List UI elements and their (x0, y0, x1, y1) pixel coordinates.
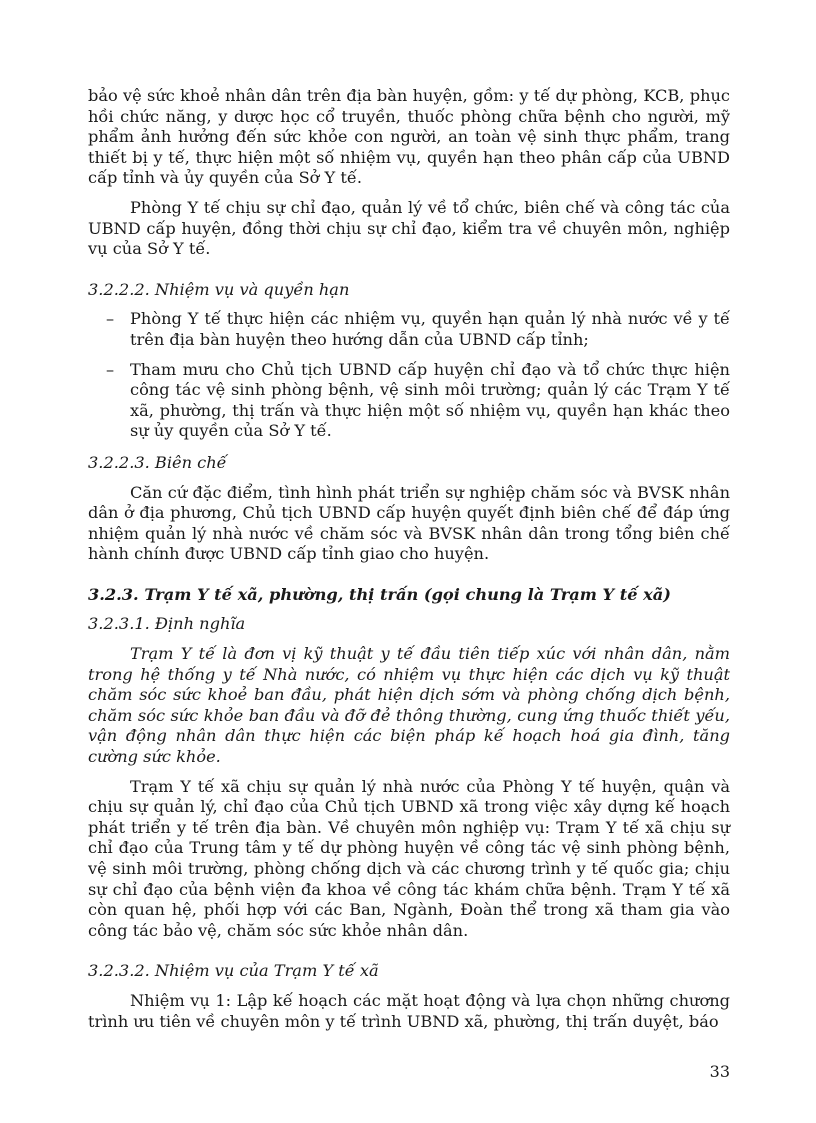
list-item-text: Tham mưu cho Chủ tịch UBND cấp huyện chỉ đạo và tổ chức thực hiện công tác vệ sinh phòng bệnh, vệ sinh môi trường; quản lý các Trạm Y tế xã, phường, thị trấn và thực hiện một số nhiệm vụ, quyền hạn khác theo sự ủy quyền của Sở Y tế. (130, 359, 730, 441)
dash-marker: – (106, 359, 115, 379)
list-item-text: Phòng Y tế thực hiện các nhiệm vụ, quyền hạn quản lý nhà nước về y tế trên địa bàn huyện theo hướng dẫn của UBND cấp tỉnh; (130, 309, 730, 349)
heading-3222: 3.2.2.2. Nhiệm vụ và quyền hạn (88, 279, 350, 299)
heading-3232: 3.2.3.2. Nhiệm vụ của Trạm Y tế xã (88, 961, 379, 981)
paragraph-bien-che: Căn cứ đặc điểm, tình hình phát triển sự nghiệp chăm sóc và BVSK nhân dân ở địa phương, Chủ tịch UBND cấp huyện quyết định biên chế để đáp ứng nhiệm quản lý nhà nước về chăm sóc và BVSK nhân dân trong tổng biên chế hành chính được UBND cấp tỉnh giao cho huyện. (88, 482, 730, 564)
list-item (88, 309, 730, 350)
paragraph-phong-y-te: Phòng Y tế chịu sự chỉ đạo, quản lý về tổ chức, biên chế và công tác của UBND cấp huyện, đồng thời chịu sự chỉ đạo, kiểm tra về chuyên môn, nghiệp vụ của Sở Y tế. (88, 197, 730, 259)
paragraph-definition: Trạm Y tế là đơn vị kỹ thuật y tế đầu tiên tiếp xúc với nhân dân, nằm trong hệ thống y tế Nhà nước, có nhiệm vụ thực hiện các dịch vụ kỹ thuật chăm sóc sức khoẻ ban đầu, phát hiện dịch sớm và phòng chống dịch bệnh, chăm sóc sức khỏe ban đầu và đỡ đẻ thông thường, cung ứng thuốc thiết yếu, vận động nhân dân thực hiện các biện pháp kế hoạch hoá gia đình, tăng cường sức khỏe. (88, 644, 730, 767)
paragraph-tram-y-te: Trạm Y tế xã chịu sự quản lý nhà nước của Phòng Y tế huyện, quận và chịu sự quản lý, chỉ đạo của Chủ tịch UBND xã trong việc xây dựng kế hoạch phát triển y tế trên địa bàn. Về chuyên môn nghiệp vụ: Trạm Y tế xã chịu sự chỉ đạo của Trung tâm y tế dự phòng huyện về công tác vệ sinh phòng bệnh, vệ sinh môi trường, phòng chống dịch và các chương trình y tế quốc gia; chịu sự chỉ đạo của bệnh viện đa khoa về công tác khám chữa bệnh. Trạm Y tế xã còn quan hệ, phối hợp với các Ban, Ngành, Đoàn thể trong xã tham gia vào công tác bảo vệ, chăm sóc sức khỏe nhân dân. (88, 776, 730, 940)
heading-323: 3.2.3. Trạm Y tế xã, phường, thị trấn (gọi chung là Trạm Y tế xã) (88, 584, 671, 604)
document-page (88, 86, 730, 1032)
paragraph-intro: bảo vệ sức khoẻ nhân dân trên địa bàn huyện, gồm: y tế dự phòng, KCB, phục hồi chức năng, y dược học cổ truyền, thuốc phòng chữa bệnh cho người, mỹ phẩm ảnh hưởng đến sức khỏe con người, an toàn vệ sinh thực phẩm, trang thiết bị y tế, thực hiện một số nhiệm vụ, quyền hạn theo phân cấp của UBND cấp tỉnh và ủy quyền của Sở Y tế. (88, 86, 730, 188)
dash-marker: – (106, 309, 115, 329)
heading-3223: 3.2.2.3. Biên chế (88, 452, 227, 472)
page-number: 33 (709, 1062, 730, 1081)
paragraph-nhiem-vu-1: Nhiệm vụ 1: Lập kế hoạch các mặt hoạt động và lựa chọn những chương trình ưu tiên về chuyên môn y tế trình UBND xã, phường, thị trấn duyệt, báo (88, 990, 730, 1031)
list-nhiem-vu (88, 309, 730, 442)
heading-3231: 3.2.3.1. Định nghĩa (88, 614, 246, 634)
list-item (88, 360, 730, 442)
